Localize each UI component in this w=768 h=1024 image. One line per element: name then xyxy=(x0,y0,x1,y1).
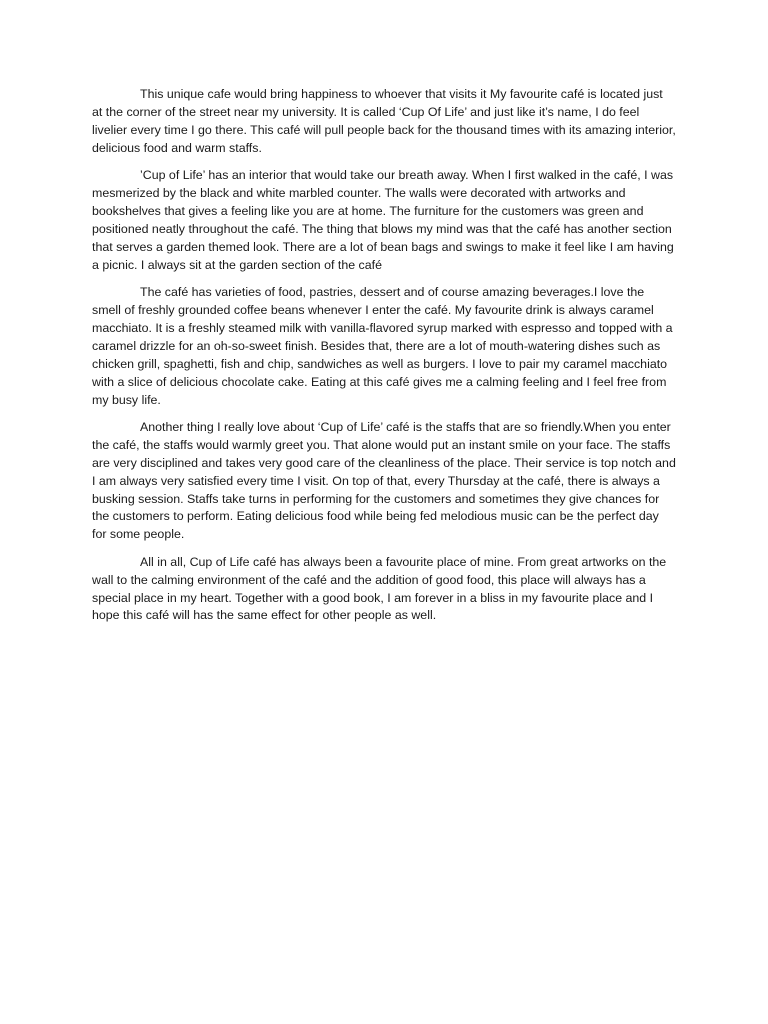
paragraph-staff: Another thing I really love about ‘Cup of Life’ café is the staffs that are so friendly.When you enter the café, the staffs would warmly greet you. That alone would put an instant smile on your face. The staffs are very disciplined and takes very good care of the cleanliness of the place. Their service is top notch and I am always very satisfied every time I visit. On top of that, every Thursday at the café, there is always a busking session. Staffs take turns in performing for the customers and sometimes they give chances for the customers to perform. Eating delicious food while being fed melodious music can be the perfect day for some people. xyxy=(92,419,676,542)
paragraph-interior: ’Cup of Life’ has an interior that would take our breath away. When I first walked in the café, I was mesmerized by the black and white marbled counter. The walls were decorated with artworks and bookshelves that gives a feeling like you are at home. The furniture for the customers was green and positioned neatly throughout the café. The thing that blows my mind was that the café has another section that serves a garden themed look. There are a lot of bean bags and swings to make it feel like I am having a picnic. I always sit at the garden section of the café xyxy=(92,168,674,272)
paragraph-intro: This unique cafe would bring happiness to whoever that visits it My favourite café is located just at the corner of the street near my university. It is called ‘Cup Of Life’ and just like it’s name, I do feel livelier every time I go there. This café will pull people back for the thousand times with its amazing interior, delicious food and warm staffs. xyxy=(92,87,676,155)
document-body xyxy=(92,86,676,635)
paragraph-food: The café has varieties of food, pastries, dessert and of course amazing beverages.I love the smell of freshly grounded coffee beans whenever I enter the café. My favourite drink is always caramel macchiato. It is a freshly steamed milk with vanilla-flavored syrup marked with espresso and topped with a caramel drizzle for an oh-so-sweet finish. Besides that, there are a lot of mouth-watering dishes such as chicken grill, spaghetti, fish and chip, sandwiches as well as burgers. I love to pair my caramel macchiato with a slice of delicious chocolate cake. Eating at this café gives me a calming feeling and I feel free from my busy life. xyxy=(92,285,673,407)
paragraph-conclusion: All in all, Cup of Life café has always been a favourite place of mine. From great artworks on the wall to the calming environment of the café and the addition of good food, this place will always has a special place in my heart. Together with a good book, I am forever in a bliss in my favourite place and I hope this café will has the same effect for other people as well. xyxy=(92,554,667,623)
